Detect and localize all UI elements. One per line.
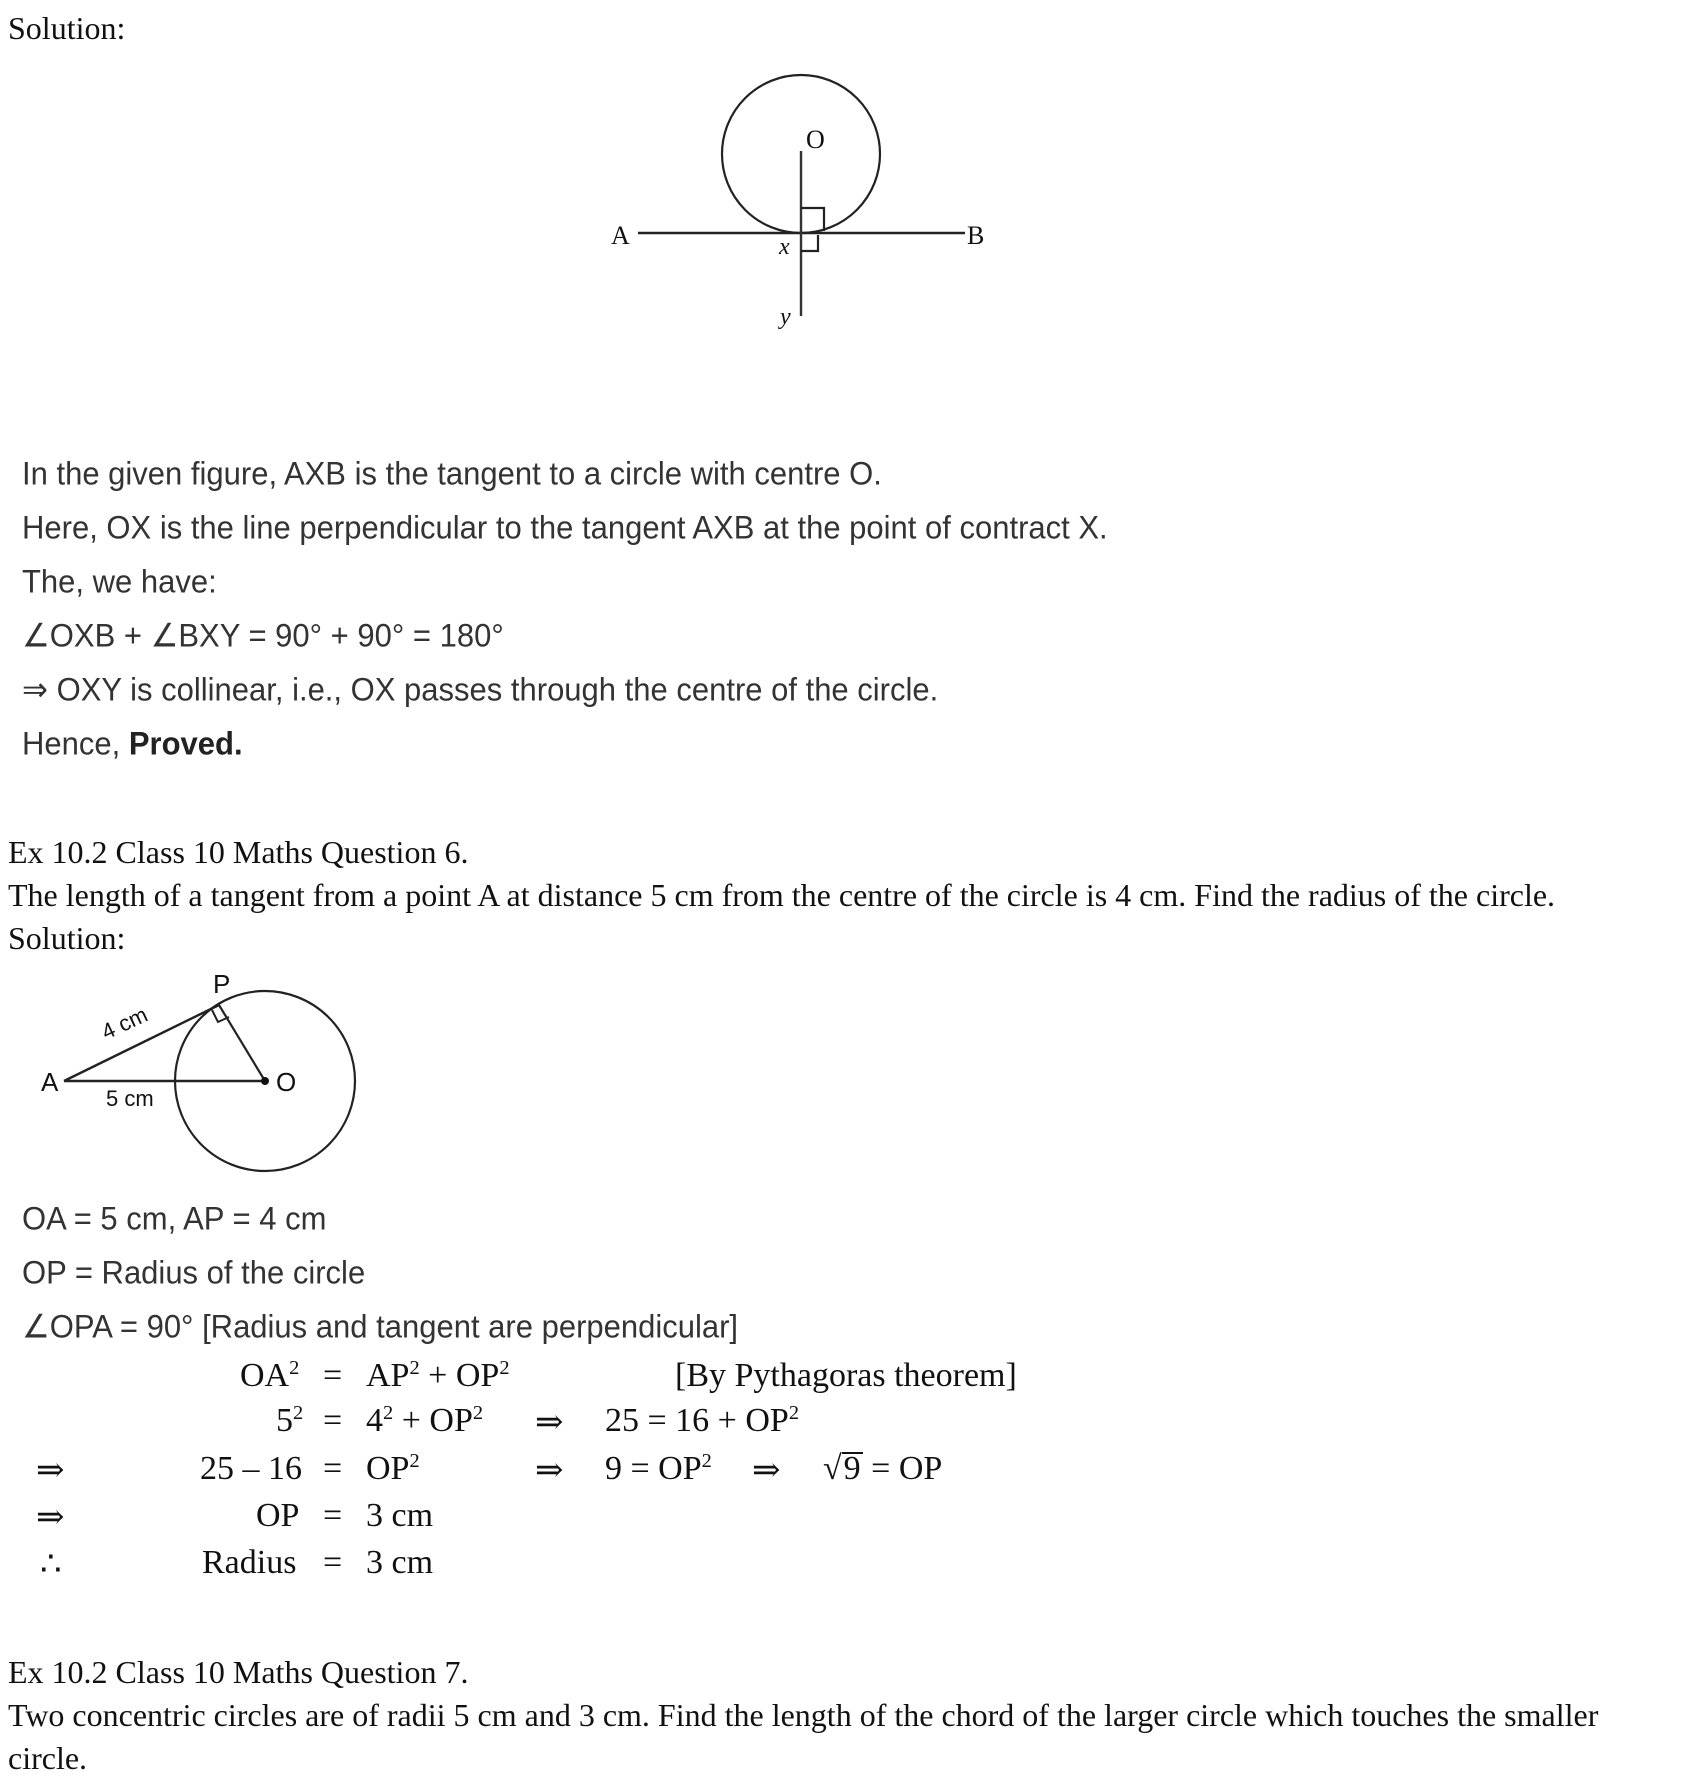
right-angle-mark-upper [801, 208, 824, 231]
label-a: A [611, 221, 630, 250]
eq-row2-implies: ⇒ [535, 1404, 564, 1441]
eq-row1-note: [By Pythagoras theorem] [675, 1357, 1017, 1394]
given-line-3: ∠OPA = 90° [Radius and tangent are perpendicular] [22, 1308, 739, 1345]
eq-row1-lhs: $OA^2$ [240, 1356, 300, 1394]
eq-row3-implies: ⇒ [535, 1452, 564, 1489]
eq-row4-equals: = [323, 1497, 343, 1534]
conclusion-prefix: Hence, [22, 725, 129, 762]
eq-row3-sqrt: √9 = OP [823, 1450, 943, 1487]
solution-line-2: Here, OX is the line perpendicular to the tangent AXB at the point of contract X. [22, 509, 1108, 546]
eq-row4-rhs: 3 cm [366, 1497, 434, 1534]
eq-row3-continuation: $9 = OP^2$ [605, 1449, 712, 1487]
solution-line-4: ∠OXB + ∠BXY = 90° + 90° = 180° [22, 617, 504, 654]
tangent-perpendicular-figure [0, 0, 1700, 360]
question-6-text: The length of a tangent from a point A at distance 5 cm from the centre of the circle is 4 cm. Find the radius of the circle. [8, 877, 1556, 913]
eq-row4-prefix: ⇒ [36, 1499, 65, 1536]
label-x: x [779, 234, 790, 260]
solution-line-1: In the given figure, AXB is the tangent to a circle with centre O. [22, 455, 882, 492]
eq-row2-equals: = [323, 1402, 343, 1439]
question-7-text-line-1: Two concentric circles are of radii 5 cm and 3 cm. Find the length of the chord of the larger circle which touches the smaller [8, 1697, 1599, 1733]
eq-row5-lhs: Radius [202, 1544, 297, 1581]
question-7-text-line-2: circle. [8, 1740, 88, 1776]
right-angle-mark-lower [801, 235, 818, 251]
eq-row3-prefix: ⇒ [36, 1452, 65, 1489]
label-b: B [967, 221, 985, 250]
eq-row5-rhs: 3 cm [366, 1544, 434, 1581]
eq-row1-equals: = [323, 1357, 343, 1394]
label-ap-length: 4 cm [97, 1001, 152, 1045]
eq-row3-implies-2: ⇒ [752, 1452, 781, 1489]
tangent-length-figure [0, 960, 420, 1180]
eq-row5-therefore: ∴ [40, 1546, 62, 1583]
eq-row4-lhs: OP [256, 1497, 300, 1534]
question-6-heading: Ex 10.2 Class 10 Maths Question 6. [8, 834, 469, 870]
question-6-solution-label: Solution: [8, 920, 126, 956]
given-line-2: OP = Radius of the circle [22, 1254, 366, 1291]
solution-label: Solution: [8, 10, 126, 46]
eq-row1-rhs: $AP^2 + OP^2$ [366, 1356, 510, 1394]
eq-row2-continuation: $25 = 16 + OP^2$ [605, 1401, 800, 1439]
solution-line-3: The, we have: [22, 563, 217, 600]
question-7-heading: Ex 10.2 Class 10 Maths Question 7. [8, 1654, 469, 1690]
eq-row3-rhs: $OP^2$ [366, 1449, 420, 1487]
eq-row2-rhs: $4^2 + OP^2$ [366, 1401, 484, 1439]
centre-point [261, 1077, 269, 1085]
label-p: P [213, 969, 231, 999]
conclusion-line [22, 723, 243, 765]
label-ao-length: 5 cm [106, 1086, 154, 1111]
solution-line-5: ⇒ OXY is collinear, i.e., OX passes through the centre of the circle. [22, 671, 939, 708]
eq-row3-equals: = [323, 1450, 343, 1487]
given-line-1: OA = 5 cm, AP = 4 cm [22, 1200, 327, 1237]
sqrt-icon: √ [823, 1450, 842, 1487]
label-o: O [276, 1067, 297, 1097]
eq-row3-lhs: 25 – 16 [200, 1450, 302, 1487]
label-o: O [806, 125, 825, 154]
eq-row5-equals: = [323, 1544, 343, 1581]
label-y: y [780, 304, 791, 330]
eq-row2-lhs: $5^2$ [276, 1401, 304, 1439]
conclusion-proved: Proved. [128, 725, 243, 762]
label-a: A [41, 1067, 59, 1097]
radius-segment-op [219, 1005, 265, 1081]
